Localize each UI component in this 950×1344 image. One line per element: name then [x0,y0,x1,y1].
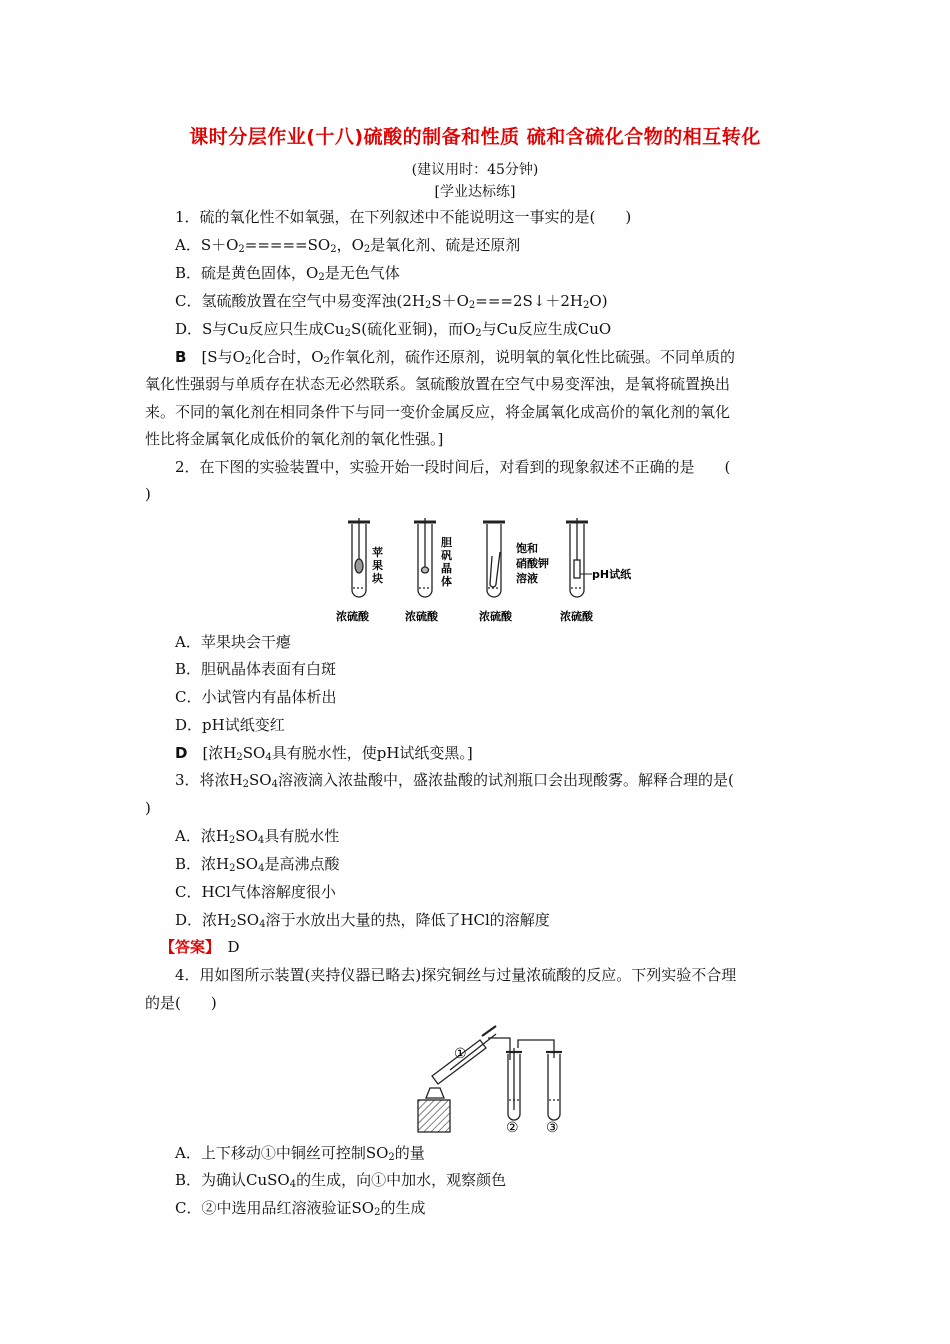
t3-bottom-label: 浓硫酸 [479,610,512,623]
t1-bottom-label: 浓硫酸 [336,610,369,623]
t2-bottom-label: 浓硫酸 [405,610,438,623]
t3-label-1: 饱和 [516,542,538,555]
q4-stem-line-2: 的是( ) [145,994,217,1012]
q3-stem-line-2: ) [145,799,151,817]
q1-option-a: A．$S+O_2=====SO_2$，$O_2$是氧化剂、硫是还原剂 [175,236,521,255]
t4-bottom-label: 浓硫酸 [560,610,593,623]
q1-stem: 1．硫的氧化性不如氧强，在下列叙述中不能说明这一事实的是( ) [175,208,632,226]
t1-label-3: 块 [372,572,383,585]
q1-option-d: D．S与Cu反应只生成$Cu_2S$(硫化亚铜)，而$O_2$与Cu反应生成CuO [175,320,612,339]
q3-option-b: B．浓$H_2SO_4$是高沸点酸 [175,855,340,874]
q2-stem-line-2: ) [145,485,151,503]
t2-label-3: 晶 [441,562,452,575]
q2-option-c: C．小试管内有晶体析出 [175,688,337,706]
label-1: ① [454,1046,467,1062]
q4-option-b: B．为确认CuSO$_4$的生成，向①中加水，观察颜色 [175,1171,507,1190]
q4-apparatus-figure [410,1018,580,1136]
t1-label-1: 苹 [372,546,383,559]
q2-stem-line-1: 2．在下图的实验装置中，实验开始一段时间后，对看到的现象叙述不正确的是 ( [175,458,731,476]
t2-label-4: 体 [441,575,452,588]
time-hint: (建议用时：45分钟) [411,162,539,178]
q1-explanation-line-4: 性比将金属氧化成低价的氧化剂的氧化性强。] [145,430,444,448]
q4-option-c: C．②中选用品红溶液验证$SO_2$的生成 [175,1199,426,1218]
q3-option-a: A．浓$H_2SO_4$具有脱水性 [175,827,340,846]
q2-option-d: D．pH试纸变红 [175,716,285,734]
q1-explanation-line-3: 来。不同的氧化剂在相同条件下与同一变价金属反应，将金属氧化成高价的氧化剂的氧化 [145,403,731,421]
q2-option-a: A．苹果块会干瘪 [175,633,291,651]
q2-apparatus-figure [330,512,632,630]
t2-label-1: 胆 [441,536,452,549]
q3-option-d: D．浓$H_2SO_4$溶于水放出大量的热，降低了HCl的溶解度 [175,911,550,930]
label-3: ③ [546,1120,559,1136]
t3-label-3: 溶液 [516,572,538,585]
document-title: 课时分层作业(十八)硫酸的制备和性质 硫和含硫化合物的相互转化 [189,126,761,148]
q1-option-b: B．硫是黄色固体，$O_2$是无色气体 [175,264,400,283]
t2-label-2: 矾 [441,549,452,562]
q2-explanation: D [浓$H_2SO_4$具有脱水性，使pH试纸变黑。] [175,744,473,763]
q1-option-c: C．氢硫酸放置在空气中易变浑浊$(2H_2S+O_2===2S↓+2H_2O)$ [175,292,608,311]
q1-explanation-line-1: B [S与$O_2$化合时，$O_2$作氧化剂，硫作还原剂，说明氧的氧化性比硫强。不同单质的 [175,348,735,367]
q3-stem-line-1: 3．将浓$H_2SO_4$溶液滴入浓盐酸中，盛浓盐酸的试剂瓶口会出现酸雾。解释合理的是( [175,771,734,790]
q4-option-a: A．上下移动①中铜丝可控制$SO_2$的量 [175,1144,425,1163]
t1-label-2: 果 [372,559,383,572]
q3-option-c: C．HCl气体溶解度很小 [175,883,336,901]
label-2: ② [506,1120,519,1136]
q4-stem-line-1: 4．用如图所示装置(夹持仪器已略去)探究铜丝与过量浓硫酸的反应。下列实验不合理 [175,966,737,984]
t3-label-2: 硝酸钾 [516,557,549,570]
q3-answer: 【答案】 D [160,938,240,956]
q2-option-b: B．胆矾晶体表面有白斑 [175,660,337,678]
section-heading: [学业达标练] [434,184,516,200]
q1-explanation-line-2: 氧化性强弱与单质存在状态无必然联系。氢硫酸放置在空气中易变浑浊，是氧将硫置换出 [145,375,731,393]
t4-label: pH试纸 [592,568,632,581]
